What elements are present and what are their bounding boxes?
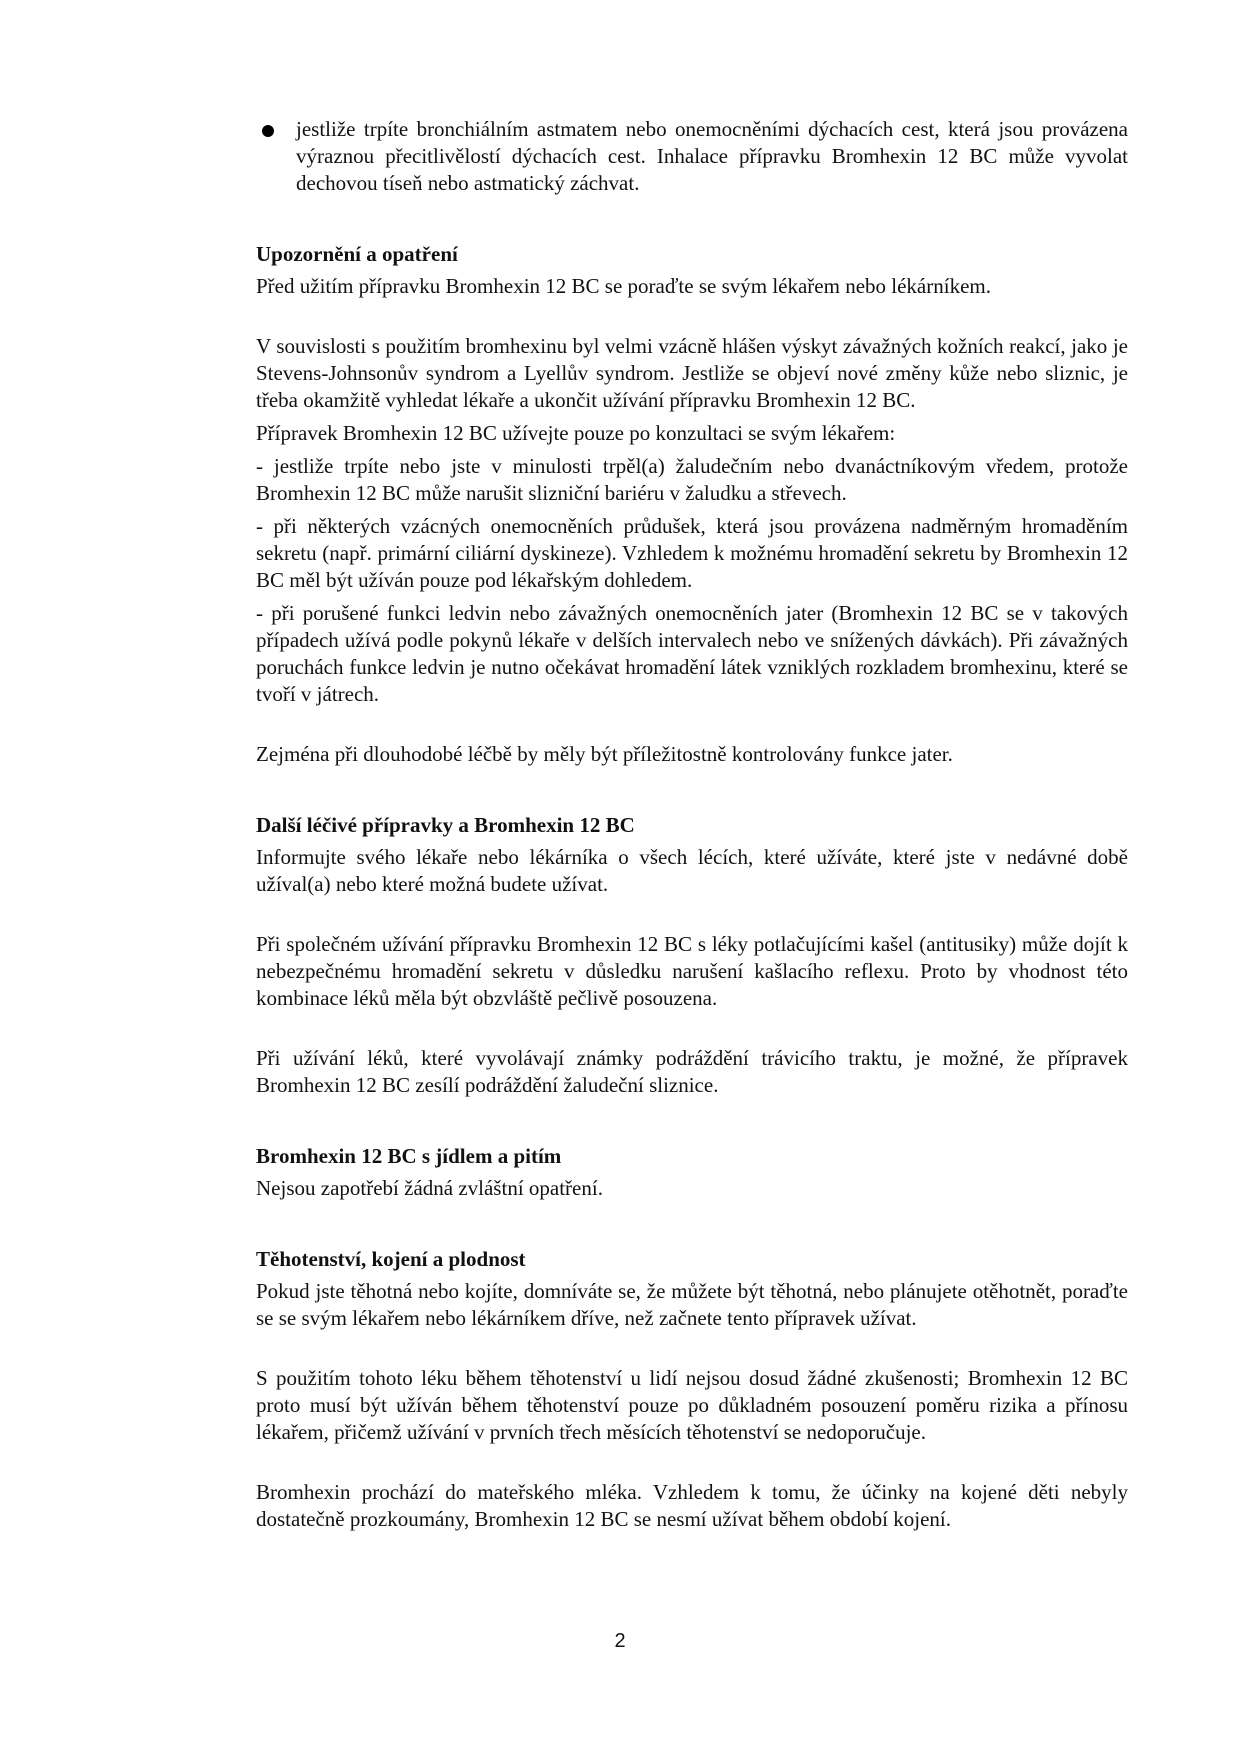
bullet-text: jestliže trpíte bronchiálním astmatem nebo onemocněními dýchacích cest, která jsou provázena výraznou přecitlivělostí dýchacích cest. Inhalace přípravku Bromhexin 12 BC může vyvolat dechovou tíseň nebo astmatický záchvat.: [296, 117, 1128, 195]
paragraph: Před užitím přípravku Bromhexin 12 BC se poraďte se svým lékařem nebo lékárníkem.: [256, 274, 991, 298]
paragraph: - jestliže trpíte nebo jste v minulosti trpěl(a) žaludečním nebo dvanáctníkovým vředem, protože Bromhexin 12 BC může narušit slizniční bariéru v žaludku a střevech.: [256, 454, 1128, 505]
paragraph: Nejsou zapotřebí žádná zvláštní opatření.: [256, 1176, 603, 1200]
section-heading-pregnancy: Těhotenství, kojení a plodnost: [256, 1247, 526, 1271]
paragraph: Při společném užívání přípravku Bromhexin 12 BC s léky potlačujícími kašel (antitusiky) může dojít k nebezpečnému hromadění sekretu v důsledku narušení kašlacího reflexu. Proto by vhodnost této kombinace léků měla být obzvláště pečlivě posouzena.: [256, 932, 1128, 1010]
paragraph: Informujte svého lékaře nebo lékárníka o všech lécích, které užíváte, které jste v nedávné době užíval(a) nebo které možná budete užívat.: [256, 845, 1128, 896]
document-page: [256, 116, 1128, 1533]
paragraph: S použitím tohoto léku během těhotenství u lidí nejsou dosud žádné zkušenosti; Bromhexin 12 BC proto musí být užíván během těhotenství pouze po důkladném posouzení poměru rizika a přínosu lékařem, přičemž užívání v prvních třech měsících těhotenství se nedoporučuje.: [256, 1366, 1128, 1444]
paragraph: - při některých vzácných onemocněních průdušek, která jsou provázena nadměrným hromaděním sekretu (např. primární ciliární dyskineze). Vzhledem k možnému hromadění sekretu by Bromhexin 12 BC měl být užíván pouze pod lékařským dohledem.: [256, 514, 1128, 592]
section-heading-food: Bromhexin 12 BC s jídlem a pitím: [256, 1144, 562, 1168]
section-heading-warnings: Upozornění a opatření: [256, 242, 458, 266]
paragraph: - při porušené funkci ledvin nebo závažných onemocněních jater (Bromhexin 12 BC se v takových případech užívá podle pokynů lékaře v delších intervalech nebo ve snížených dávkách). Při závažných poruchách funkce ledvin je nutno očekávat hromadění látek vzniklých rozkladem bromhexinu, které se tvoří v játrech.: [256, 601, 1128, 706]
paragraph: V souvislosti s použitím bromhexinu byl velmi vzácně hlášen výskyt závažných kožních reakcí, jako je Stevens-Johnsonův syndrom a Lyellův syndrom. Jestliže se objeví nové změny kůže nebo sliznic, je třeba okamžitě vyhledat lékaře a ukončit užívání přípravku Bromhexin 12 BC.: [256, 334, 1128, 412]
paragraph: Pokud jste těhotná nebo kojíte, domníváte se, že můžete být těhotná, nebo plánujete otěhotnět, poraďte se se svým lékařem nebo lékárníkem dříve, než začnete tento přípravek užívat.: [256, 1279, 1128, 1330]
paragraph: Při užívání léků, které vyvolávají známky podráždění trávicího traktu, je možné, že přípravek Bromhexin 12 BC zesílí podráždění žaludeční sliznice.: [256, 1046, 1128, 1097]
page-number: 2: [614, 1630, 626, 1652]
paragraph: Přípravek Bromhexin 12 BC užívejte pouze po konzultaci se svým lékařem:: [256, 421, 896, 445]
section-heading-interactions: Další léčivé přípravky a Bromhexin 12 BC: [256, 813, 635, 837]
paragraph: Bromhexin prochází do mateřského mléka. Vzhledem k tomu, že účinky na kojené děti nebyly dostatečně prozkoumány, Bromhexin 12 BC se nesmí užívat během období kojení.: [256, 1480, 1128, 1531]
bullet-icon: [262, 125, 274, 137]
bullet-item: [256, 116, 1128, 197]
paragraph: Zejména při dlouhodobé léčbě by měly být příležitostně kontrolovány funkce jater.: [256, 742, 953, 766]
